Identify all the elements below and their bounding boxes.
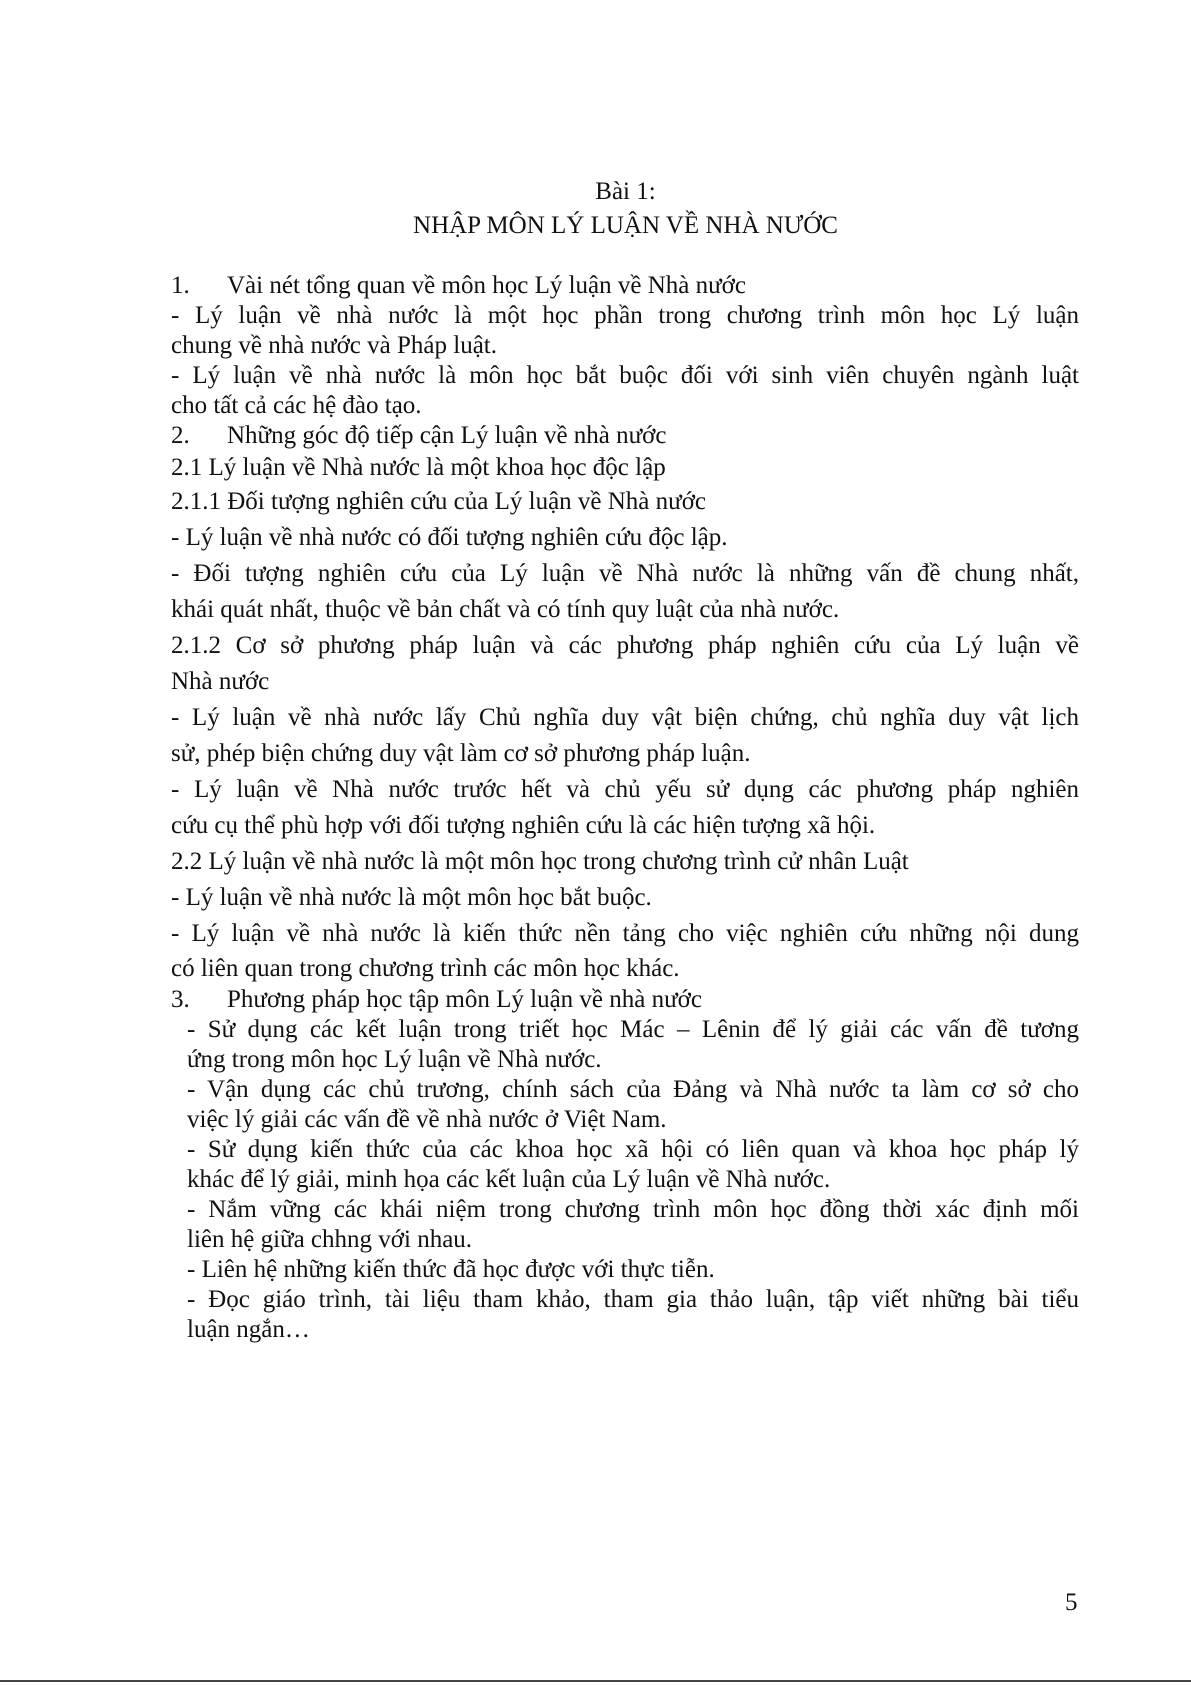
para-f-line-2: có liên quan trong chương trình các môn học khác. bbox=[171, 955, 680, 982]
para-b-line-1: - Đối tượng nghiên cứu của Lý luận về Nhà nước là những vấn đề chung nhất, bbox=[171, 560, 1079, 587]
section-1-title: Vài nét tổng quan về môn học Lý luận về Nhà nước bbox=[227, 272, 746, 299]
method-4-line-2: liên hệ giữa chhng với nhau. bbox=[187, 1226, 473, 1253]
method-6-line-2: luận ngắn… bbox=[187, 1316, 310, 1343]
para-b-line-2: khái quát nhất, thuộc về bản chất và có tính quy luật của nhà nước. bbox=[171, 596, 840, 623]
document-body bbox=[171, 271, 1079, 1345]
para-c-line-1: - Lý luận về nhà nước lấy Chủ nghĩa duy vật biện chứng, chủ nghĩa duy vật lịch bbox=[171, 704, 1079, 731]
section-3-heading bbox=[171, 985, 1079, 1015]
s1-para-1-line-1: - Lý luận về nhà nước là một học phần trong chương trình môn học Lý luận bbox=[171, 302, 1079, 329]
lesson-title: NHẬP MÔN LÝ LUẬN VỀ NHÀ NƯỚC bbox=[413, 212, 838, 239]
method-2-line-1: - Vận dụng các chủ trương, chính sách của Đảng và Nhà nước ta làm cơ sở cho bbox=[187, 1076, 1079, 1103]
method-list bbox=[171, 1015, 1079, 1345]
title-block bbox=[0, 176, 1191, 244]
subsection-2-1: 2.1 Lý luận về Nhà nước là một khoa học độc lập bbox=[171, 454, 666, 481]
section-1-number: 1. bbox=[171, 272, 190, 299]
method-2-line-2: việc lý giải các vấn đề về nhà nước ở Việt Nam. bbox=[187, 1106, 667, 1133]
s1-para-1-line-2: chung về nhà nước và Pháp luật. bbox=[171, 332, 497, 359]
method-1-line-2: ứng trong môn học Lý luận về Nhà nước. bbox=[187, 1046, 602, 1073]
method-1-line-1: - Sử dụng các kết luận trong triết học Mác – Lênin để lý giải các vấn đề tương bbox=[187, 1016, 1079, 1043]
para-d-line-1: - Lý luận về Nhà nước trước hết và chủ yếu sử dụng các phương pháp nghiên bbox=[171, 776, 1079, 803]
page-number: 5 bbox=[1065, 1589, 1078, 1616]
subsection-2-1-1: 2.1.1 Đối tượng nghiên cứu của Lý luận về Nhà nước bbox=[171, 488, 707, 515]
method-3-line-1: - Sử dụng kiến thức của các khoa học xã hội có liên quan và khoa học pháp lý bbox=[187, 1136, 1079, 1163]
s1-para-2-line-2: cho tất cả các hệ đào tạo. bbox=[171, 392, 422, 419]
page-bottom-rule bbox=[0, 1680, 1191, 1682]
section-2-title: Những góc độ tiếp cận Lý luận về nhà nước bbox=[227, 422, 667, 449]
method-5: - Liên hệ những kiến thức đã học được với thực tiễn. bbox=[187, 1256, 715, 1283]
method-6-line-1: - Đọc giáo trình, tài liệu tham khảo, tham gia thảo luận, tập viết những bài tiểu bbox=[187, 1286, 1079, 1313]
para-f-line-1: - Lý luận về nhà nước là kiến thức nền tảng cho việc nghiên cứu những nội dung bbox=[171, 920, 1079, 947]
subsection-2-2: 2.2 Lý luận về nhà nước là một môn học trong chương trình cử nhân Luật bbox=[171, 848, 909, 875]
subsection-2-1-2-line-1: 2.1.2 Cơ sở phương pháp luận và các phương pháp nghiên cứu của Lý luận về bbox=[171, 632, 1079, 659]
para-d-line-2: cứu cụ thể phù hợp với đối tượng nghiên cứu là các hiện tượng xã hội. bbox=[171, 812, 876, 839]
para-a: - Lý luận về nhà nước có đối tượng nghiên cứu độc lập. bbox=[171, 524, 728, 551]
s1-para-2-line-1: - Lý luận về nhà nước là môn học bắt buộc đối với sinh viên chuyên ngành luật bbox=[171, 362, 1079, 389]
method-4-line-1: - Nắm vững các khái niệm trong chương trình môn học đồng thời xác định mối bbox=[187, 1196, 1079, 1223]
method-3-line-2: khác để lý giải, minh họa các kết luận của Lý luận về Nhà nước. bbox=[187, 1166, 831, 1193]
para-c-line-2: sử, phép biện chứng duy vật làm cơ sở phương pháp luận. bbox=[171, 740, 751, 767]
section-2-heading bbox=[171, 421, 1079, 451]
subsection-2-1-2-line-2: Nhà nước bbox=[171, 668, 270, 695]
section-2-number: 2. bbox=[171, 422, 190, 449]
lesson-label: Bài 1: bbox=[595, 178, 656, 205]
section-1-heading bbox=[171, 271, 1079, 301]
para-e: - Lý luận về nhà nước là một môn học bắt buộc. bbox=[171, 884, 652, 911]
section-3-number: 3. bbox=[171, 986, 190, 1013]
section-3-title: Phương pháp học tập môn Lý luận về nhà nước bbox=[227, 986, 702, 1013]
